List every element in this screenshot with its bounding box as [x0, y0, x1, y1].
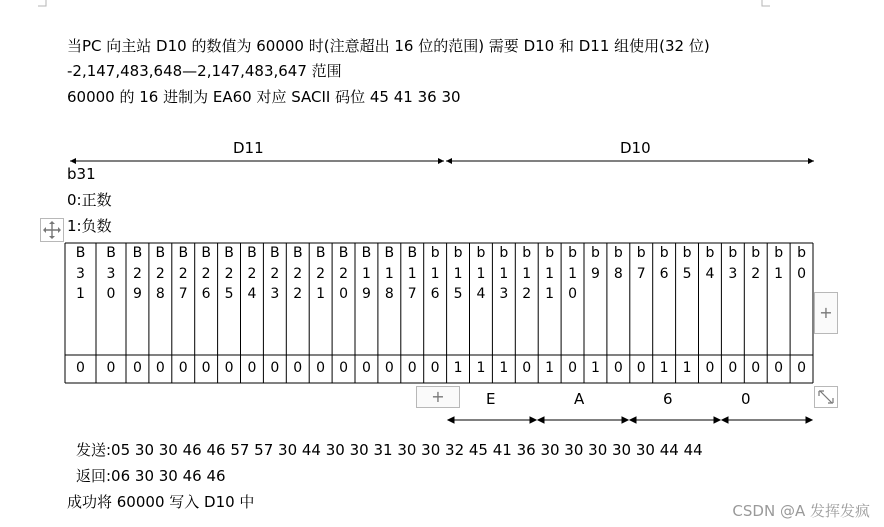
d10-label: D10 [620, 139, 651, 157]
add-row-button[interactable] [416, 386, 460, 408]
bit-value-cell: 0 [728, 360, 738, 376]
hex-digit-6: 6 [663, 390, 673, 408]
bit-header-cell: b 1 0 [568, 245, 577, 302]
bit-header-cell: b 1 6 [430, 245, 440, 302]
bit-value-cell: 0 [797, 360, 806, 376]
bit-value-cell: 0 [636, 360, 646, 376]
bit-value-cell: 0 [106, 360, 116, 376]
bit-value-cell: 0 [407, 360, 417, 376]
bit-header-cell: b 9 [590, 245, 600, 282]
bit-header-cell: b 1 [774, 245, 784, 282]
bit-header-cell: B 1 7 [407, 245, 418, 302]
bit-value-cell: 0 [430, 360, 440, 376]
bit-value-cell: 0 [201, 360, 211, 376]
bit-value-cell: 0 [178, 360, 188, 376]
bit-value-cell: 1 [659, 360, 669, 376]
bit-header-cell: B 2 8 [155, 245, 166, 302]
bit-header-cell: B 2 3 [270, 245, 280, 302]
bit-value-cell: 0 [522, 360, 532, 376]
bit-value-cell: 0 [132, 360, 142, 376]
bit-value-cell: 0 [293, 360, 303, 376]
intro-line-2: -2,147,483,648—2,147,483,647 范围 [67, 62, 342, 80]
bit-header-cell: B 1 9 [361, 245, 372, 302]
nibble-arrows [440, 413, 820, 427]
bit-header-cell: B 3 0 [106, 245, 116, 302]
bit-value-cell: 0 [247, 360, 257, 376]
d11-label: D11 [233, 139, 264, 157]
resize-handle[interactable] [814, 386, 838, 408]
bit-header-cell: b 5 [682, 245, 692, 282]
bit-header-cell: b 1 1 [545, 245, 555, 302]
bit-value-cell: 1 [590, 360, 600, 376]
send-message: 发送:05 30 30 46 46 57 57 30 44 30 30 31 30 30 32 45 41 36 30 30 30 30 30 44 44 [76, 441, 703, 459]
hex-digit-e: E [486, 390, 496, 408]
bit-value-cell: 0 [613, 360, 623, 376]
bit-header-cell: b 1 4 [476, 245, 486, 302]
bit-header-cell: b 6 [659, 245, 669, 282]
sign-positive-label: 0:正数 [67, 191, 112, 209]
b31-label: b31 [67, 165, 96, 183]
bit-header-cell: b 8 [613, 245, 623, 282]
watermark: CSDN @A 发挥发疯 [732, 502, 870, 520]
bit-header-cell: b 1 2 [522, 245, 532, 302]
bit-header-cell: B 3 1 [75, 245, 86, 302]
bit-header-cell: b 1 5 [453, 245, 463, 302]
bit-value-cell: 0 [384, 360, 394, 376]
plus-icon: + [431, 387, 445, 406]
bit-value-cell: 1 [476, 360, 486, 376]
bit-value-cell: 0 [361, 360, 371, 376]
add-column-button[interactable] [814, 292, 838, 334]
bit-header-cell: b 3 [728, 245, 738, 282]
bit-value-cell: 0 [774, 360, 784, 376]
bit-header-cell: B 1 8 [384, 245, 395, 302]
hex-digit-a: A [574, 390, 585, 408]
result-message: 成功将 60000 写入 D10 中 [67, 493, 255, 511]
bit-header-cell: B 2 0 [338, 245, 349, 302]
bit-header-cell: b 2 [751, 245, 761, 282]
bit-value-cell: 0 [316, 360, 326, 376]
bit-header-cell: B 2 2 [292, 245, 303, 302]
bit-header-cell: b 1 3 [499, 245, 509, 302]
bit-header-cell: B 2 1 [315, 245, 326, 302]
sign-negative-label: 1:负数 [67, 217, 112, 235]
bit-value-cell: 0 [155, 360, 165, 376]
bit-header-cell: B 2 4 [247, 245, 257, 302]
bit-value-cell: 0 [224, 360, 234, 376]
resize-icon [815, 387, 837, 407]
bit-header-cell: B 2 6 [201, 245, 211, 302]
bit-value-cell: 0 [270, 360, 280, 376]
bit-value-cell: 1 [682, 360, 692, 376]
bit-value-cell: 0 [76, 360, 85, 376]
intro-line-1: 当PC 向主站 D10 的数值为 60000 时(注意超出 16 位的范围) 需要 D10 和 D11 组使用(32 位) [67, 37, 710, 55]
bit-value-cell: 0 [568, 360, 577, 376]
bit-value-cell: 1 [499, 360, 509, 376]
bit-header-cell: b 4 [705, 245, 715, 282]
hex-digit-0: 0 [741, 390, 751, 408]
bit-value-cell: 0 [705, 360, 715, 376]
bit-header-cell: B 2 9 [132, 245, 143, 302]
bit-header-cell: b 0 [797, 245, 806, 282]
bit-header-cell: b 7 [636, 245, 646, 282]
intro-line-3: 60000 的 16 进制为 EA60 对应 SACII 码位 45 41 36 30 [67, 88, 461, 106]
bit-header-cell: B 2 7 [178, 245, 189, 302]
return-message: 返回:06 30 30 46 46 [76, 467, 226, 485]
bit-value-cell: 1 [453, 360, 463, 376]
plus-icon: + [819, 303, 833, 322]
bit-value-cell: 0 [339, 360, 348, 376]
bit-value-cell: 0 [751, 360, 761, 376]
bit-value-cell: 1 [545, 360, 555, 376]
bit-header-cell: B 2 5 [224, 245, 234, 302]
